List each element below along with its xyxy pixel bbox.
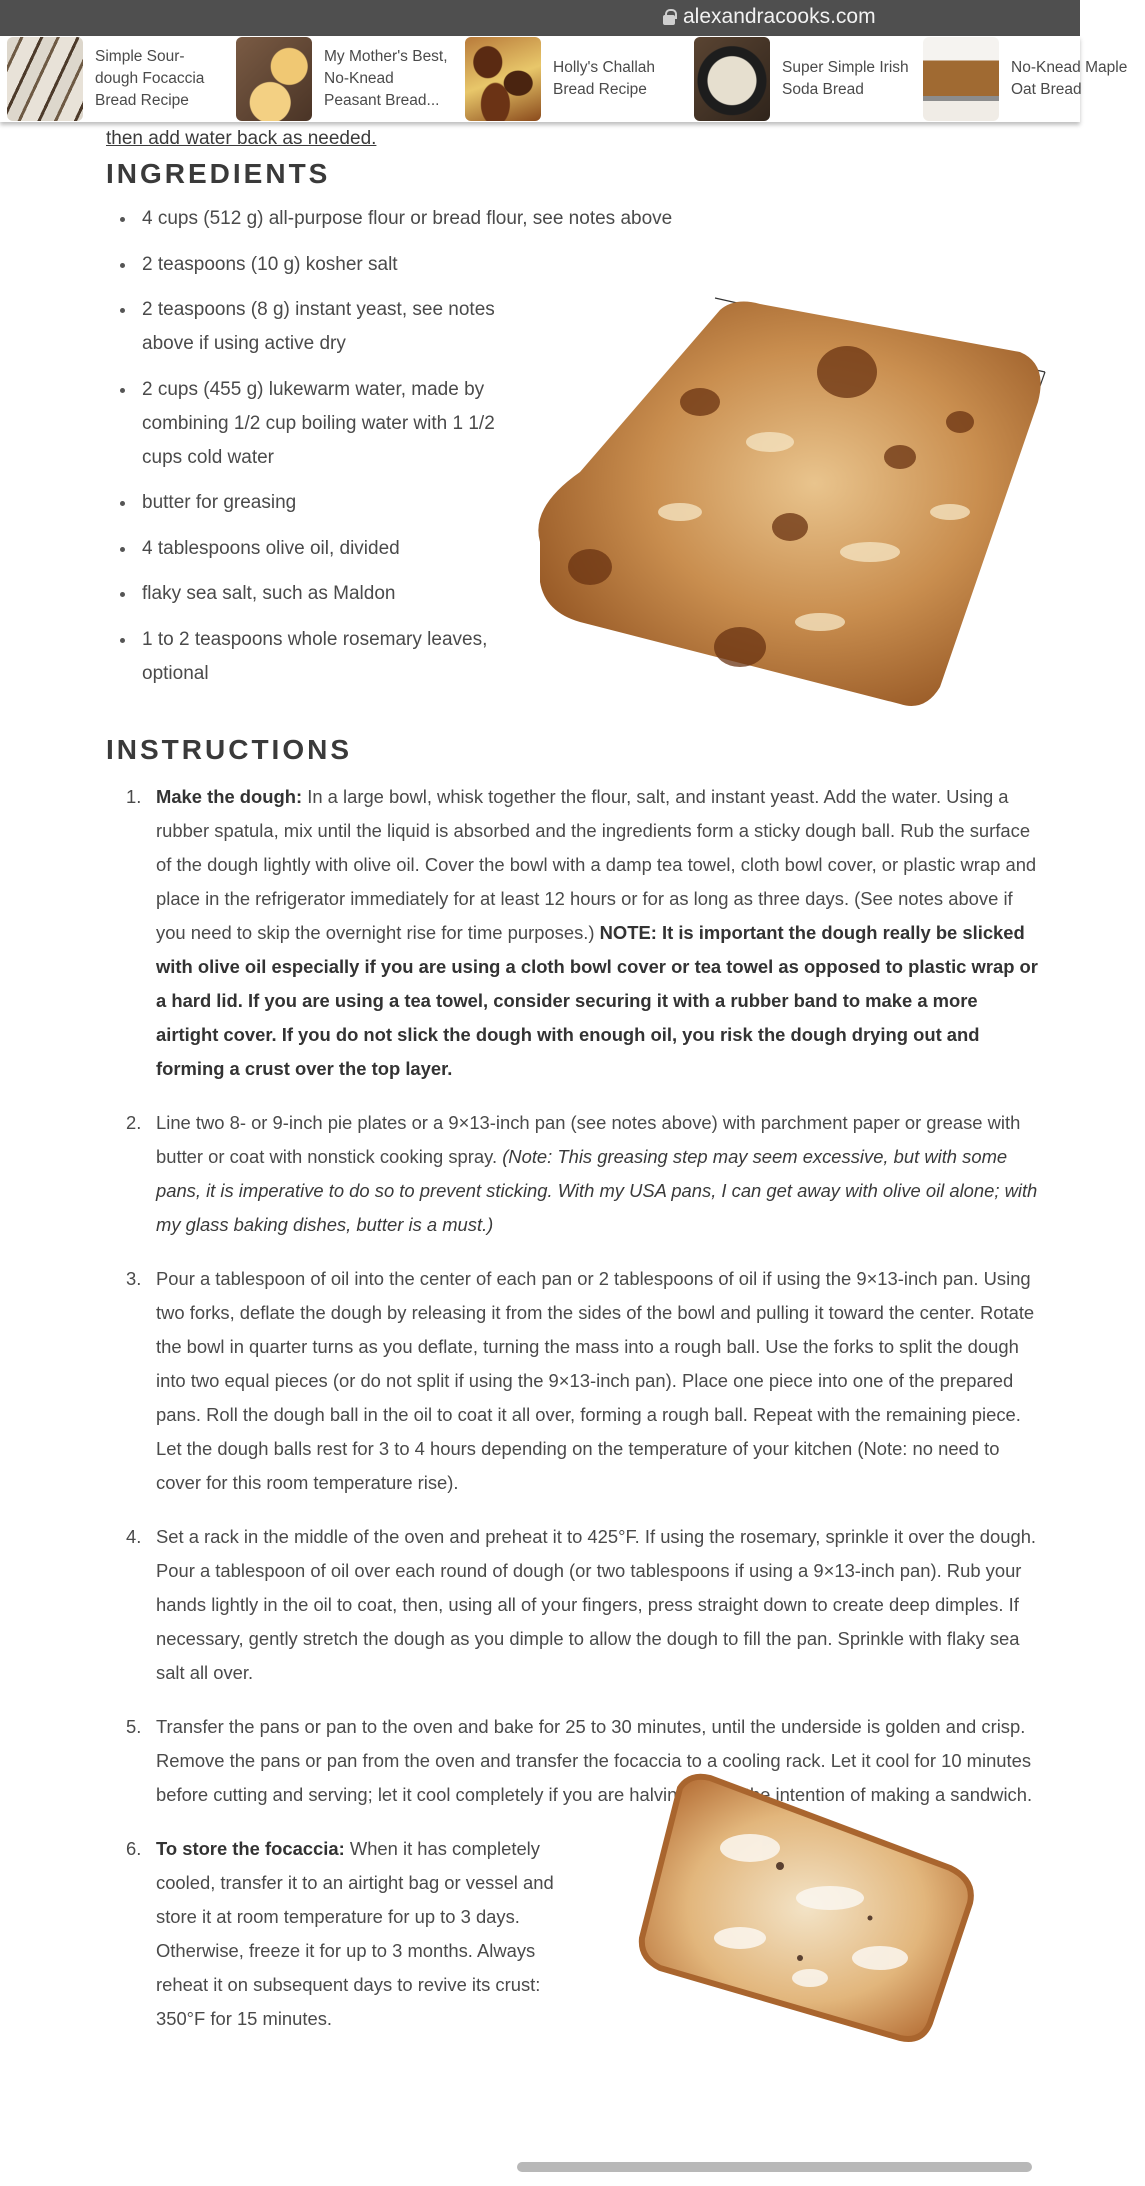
notes-link[interactable]: then add water back as needed. [106, 128, 377, 149]
ingredient-item: butter for greasing [118, 486, 528, 520]
ingredients-list [118, 202, 673, 702]
focaccia-slice [642, 1777, 971, 2039]
step-lead: Make the dough: [156, 786, 303, 807]
related-recipe-card[interactable] [687, 36, 916, 122]
related-recipe-title: My Mother's Best, No-Knead Peasant Bread... [324, 48, 448, 109]
related-recipe-card[interactable] [229, 36, 458, 122]
related-recipes-strip[interactable] [0, 36, 1128, 122]
related-recipe-card[interactable] [0, 36, 229, 122]
step-number: 2. [126, 1112, 142, 1133]
recipe-thumbnail [465, 37, 541, 121]
focaccia-photo [520, 292, 1050, 712]
instruction-step [106, 1832, 566, 2036]
url-host-text: alexandracooks.com [683, 5, 876, 28]
ingredient-item: 2 cups (455 g) lukewarm water, made by combining 1/2 cup boiling water with 1 1/2 cups cold water [118, 373, 538, 475]
step-number: 1. [126, 786, 142, 807]
focaccia-underside-photo [630, 1768, 990, 2048]
step-lead: To store the focaccia: [156, 1838, 345, 1859]
step-number: 3. [126, 1268, 142, 1289]
step-text: Set a rack in the middle of the oven and preheat it to 425°F. If using the rosemary, sprinkle it over the dough. Pour a tablespoon of oil over each round of dough (or two tablespoons if using a 9×13-inch pan). Rub your hands lightly in the oil to coat, then, using all of your fingers, press straight down to create deep dimples. If necessary, gently stretch the dough as you dimple to allow the dough to fill the pan. Sprinkle with flaky sea salt all over. [156, 1526, 1037, 1683]
ingredient-item: 4 tablespoons olive oil, divided [118, 532, 528, 566]
ingredients-heading: INGREDIENTS [106, 158, 331, 189]
step-number: 4. [126, 1526, 142, 1547]
recipe-thumbnail [236, 37, 312, 121]
related-recipe-title: No-Knead Maple Oat Bread [1011, 59, 1128, 98]
related-recipe-card[interactable] [458, 36, 687, 122]
step-text: Transfer the pans or pan to the oven and bake for 25 to 30 minutes, until the underside is golden and crisp. Remove the pans or pan from the oven and transfer the focaccia to a cooling rack. Let it cool for 10 minutes before cutting and serving; let it cool completely if you are halving it with the intention of making a sandwich. [156, 1716, 1033, 1805]
step-text: Pour a tablespoon of oil into the center of each pan or 2 tablespoons of oil if using the 9×13-inch pan. Using two forks, deflate the dough by releasing it from the sides of the bowl and pulling it toward the center. Rotate the bowl in quarter turns as you deflate, turning the mass into a rough ball. Use the forks to split the dough into two equal pieces (or do not split if using the 9×13-inch pan). Place one piece into one of the prepared pans. Roll the dough ball in the oil to coat it all over, forming a rough ball. Repeat with the remaining piece. Let the dough balls rest for 3 to 4 hours depending on the temperature of your kitchen (Note: no need to cover for this room temperature rise). [156, 1268, 1035, 1493]
ingredient-item: 1 to 2 teaspoons whole rosemary leaves, optional [118, 623, 518, 691]
instruction-step [106, 780, 1038, 1086]
recipe-thumbnail [923, 37, 999, 121]
focaccia-bread [538, 302, 1040, 706]
instruction-step [106, 1520, 1038, 1690]
related-recipe-title: Holly's Challah Bread Recipe [553, 59, 656, 98]
step-text: Line two 8- or 9-inch pie plates or a 9×13-inch pan (see notes above) with parchment paper or grease with butter or coat with nonstick cooking spray. [156, 1112, 1021, 1167]
browser-url-bar[interactable] [0, 0, 1080, 36]
step-number: 6. [126, 1838, 142, 1859]
related-recipe-card[interactable] [916, 36, 1145, 122]
ingredient-item: 2 teaspoons (8 g) instant yeast, see notes above if using active dry [118, 293, 498, 361]
recipe-thumbnail [694, 37, 770, 121]
lock-icon [663, 9, 675, 25]
ingredient-item: 2 teaspoons (10 g) kosher salt [118, 248, 528, 282]
ingredient-item: flaky sea salt, such as Maldon [118, 577, 528, 611]
instructions-heading: INSTRUCTIONS [106, 734, 352, 765]
step-text: In a large bowl, whisk together the flour, salt, and instant yeast. Add the water. Using a rubber spatula, mix until the liquid is absorbed and the ingredients form a sticky dough ball. Rub the surface of the dough lightly with olive oil. Cover the bowl with a damp tea towel, cloth bowl cover, or plastic wrap and place in the refrigerator immediately for at least 12 hours or for as long as three days. (See notes above if you need to skip the overnight rise for time purposes.) [156, 786, 1037, 943]
horizontal-scrollbar[interactable] [517, 2162, 1032, 2172]
instruction-step [106, 1262, 1038, 1500]
step-number: 5. [126, 1716, 142, 1737]
related-recipe-title: Simple Sour-dough Focaccia Bread Recipe [95, 48, 205, 109]
step-note: (Note: This greasing step may seem excessive, but with some pans, it is imperative to do so to prevent sticking. With my USA pans, I can get away with olive oil alone; with my glass baking dishes, butter is a must.) [156, 1146, 1038, 1235]
step-text: When it has completely cooled, transfer it to an airtight bag or vessel and store it at room temperature for up to 3 days. Otherwise, freeze it for up to 3 months. Always reheat it on subsequent days to revive its crust: 350°F for 15 minutes. [156, 1838, 554, 2029]
step-note: NOTE: It is important the dough really be slicked with olive oil especially if you are using a cloth bowl cover or tea towel as opposed to plastic wrap or a hard lid. If you are using a tea towel, consider securing it with a rubber band to make a more airtight cover. If you do not slick the dough with enough oil, you risk the dough drying out and forming a crust over the top layer. [156, 922, 1038, 1079]
ingredient-item: 4 cups (512 g) all-purpose flour or bread flour, see notes above [118, 202, 718, 236]
recipe-thumbnail [7, 37, 83, 121]
url-host[interactable] [663, 2, 876, 32]
instruction-step [106, 1106, 1038, 1242]
related-recipe-title: Super Simple Irish Soda Bread [782, 59, 909, 98]
